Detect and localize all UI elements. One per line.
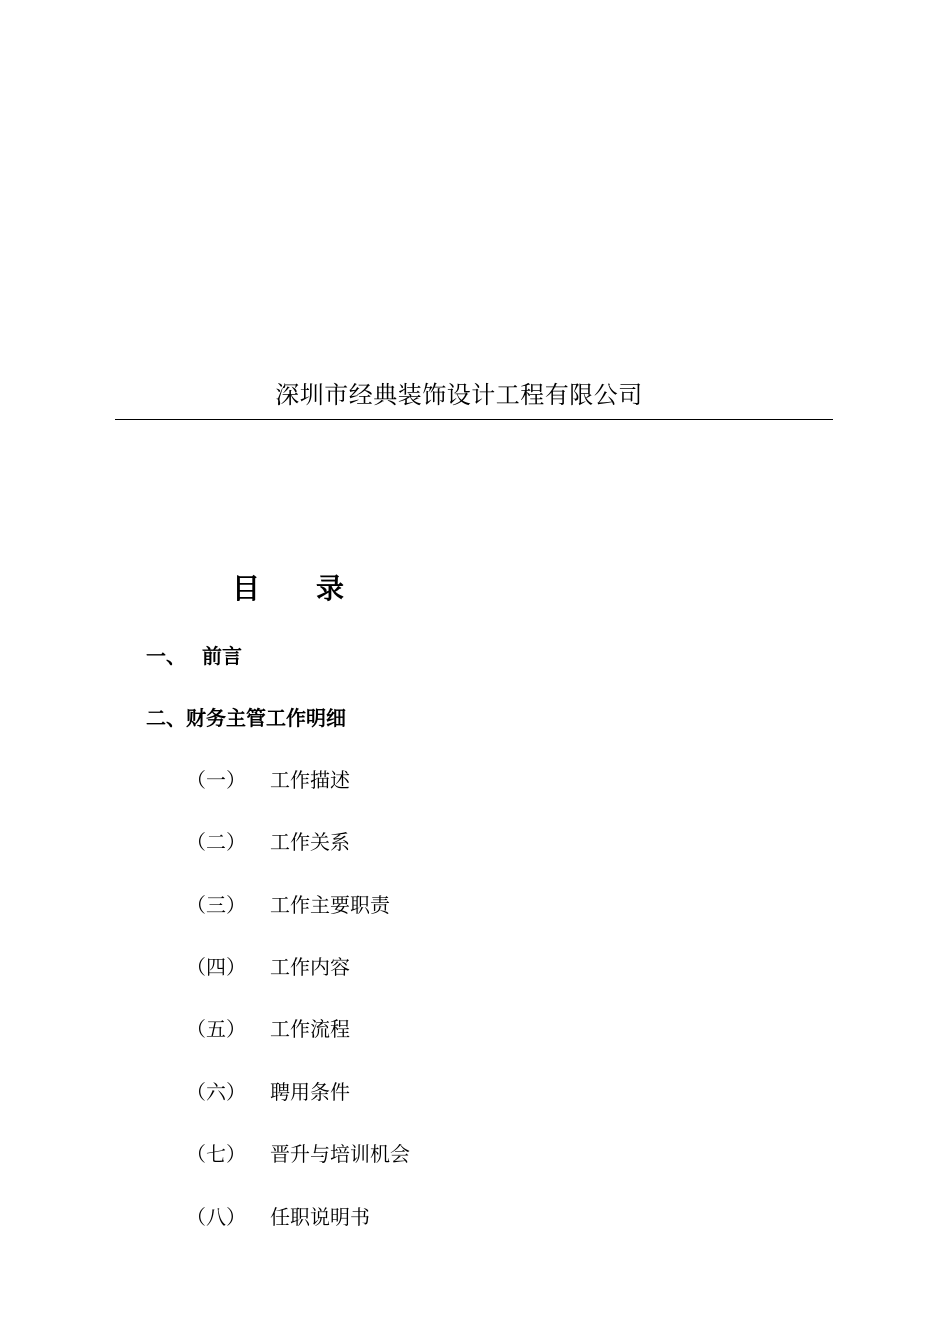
toc-subsection-number: （八） (186, 1205, 246, 1229)
toc-section-preface[interactable] (146, 642, 242, 670)
toc-subsection-number: （七） (186, 1142, 246, 1166)
toc-subsection-5[interactable] (186, 1015, 350, 1043)
company-name: 深圳市经典装饰设计工程有限公司 (275, 381, 643, 409)
toc-title-char-1: 目 (232, 572, 261, 605)
toc-subsection-label: 聘用条件 (270, 1080, 350, 1104)
toc-subsection-1[interactable] (186, 766, 350, 794)
toc-subsection-6[interactable] (186, 1078, 350, 1106)
header-divider (115, 419, 833, 420)
toc-subsection-number: （六） (186, 1080, 246, 1104)
toc-subsection-label: 工作描述 (270, 768, 350, 792)
toc-subsection-label: 工作内容 (270, 955, 350, 979)
toc-subsection-4[interactable] (186, 953, 350, 981)
toc-section-number: 二、 (146, 706, 186, 730)
toc-section-finance-supervisor[interactable] (146, 704, 346, 732)
toc-title-char-2: 录 (316, 572, 345, 605)
toc-section-number: 一、 (146, 644, 186, 668)
toc-section-label: 财务主管工作明细 (186, 706, 346, 730)
toc-subsection-number: （五） (186, 1017, 246, 1041)
toc-subsection-label: 晋升与培训机会 (270, 1142, 410, 1166)
toc-subsection-number: （三） (186, 893, 246, 917)
toc-subsection-number: （二） (186, 830, 246, 854)
toc-subsection-label: 工作关系 (270, 830, 350, 854)
toc-section-label: 前言 (202, 644, 242, 668)
toc-subsection-label: 任职说明书 (270, 1205, 370, 1229)
toc-subsection-3[interactable] (186, 891, 390, 919)
toc-subsection-7[interactable] (186, 1140, 410, 1168)
toc-subsection-number: （一） (186, 768, 246, 792)
toc-subsection-8[interactable] (186, 1203, 370, 1231)
toc-subsection-2[interactable] (186, 828, 350, 856)
toc-subsection-label: 工作主要职责 (270, 893, 390, 917)
toc-title (232, 570, 344, 608)
toc-subsection-label: 工作流程 (270, 1017, 350, 1041)
toc-subsection-number: （四） (186, 955, 246, 979)
